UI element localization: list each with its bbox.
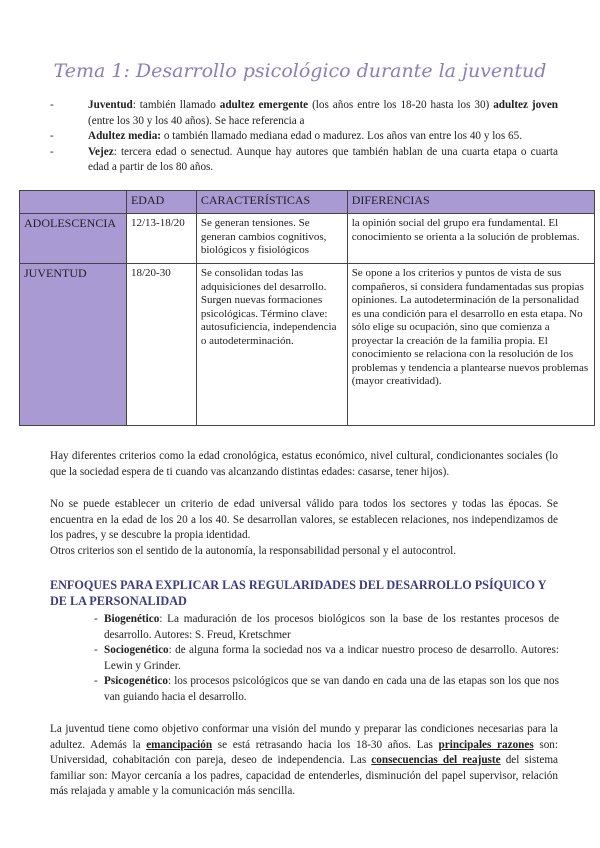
paragraph-criteria: Hay diferentes criterios como la edad cronológica, estatus económico, nivel cultural, condicionantes sociales (lo que la sociedad espera de ti cuando vas alcanzando distintas edades: casarse, tener hijos). [50, 450, 558, 478]
approach-psicogenetico: - Psicogenético: los procesos psicológicos que se van dando en cada una de las etapas son los que nos van guiando hacia el desarrollo. [94, 675, 559, 703]
list-item-juventud: - Juventud: también llamado adultez emergente (los años entre los 18-20 hasta los 30) adultez joven (entre los 30 y los 40 años). Se hace referencia a [50, 99, 559, 127]
paragraph-other-criteria: Otros criterios son el sentido de la autonomía, la responsabilidad personal y el autocontrol. [50, 545, 457, 557]
table-header: EDAD CARACTERÍSTICAS DIFERENCIAS [20, 191, 595, 214]
stages-list [50, 98, 558, 176]
paragraph-age: No se puede establecer un criterio de edad universal válido para todos los sectores y todas las épocas. Se encuentra en la edad de los 20 a los 40. Se desarrollan valores, se establecen relaciones, nos independizamos de los padres, y se descubre la propia identidad. [50, 498, 558, 541]
table-row: ADOLESCENCIA 12/13-18/20 Se generan tensiones. Se generan cambios cognitivos, biológicos y fisiológicos la opinión social del grupo era fundamental. El conocimiento se orienta a la solución de problemas. [20, 214, 595, 264]
approach-biogenetico: - Biogenético: La maduración de los procesos biológicos son la base de los restantes procesos de desarrollo. Autores: S. Freud, Kretschmer [94, 613, 559, 641]
list-item-adultez-media: - Adultez media: o también llamado mediana edad o madurez. Los años van entre los 40 y los 65. [50, 130, 523, 142]
table-row: JUVENTUD 18/20-30 Se consolidan todas las adquisiciones del desarrollo. Surgen nuevas formaciones psicológicas. Término clave: autosuficiencia, independencia o autodeterminación. Se opone a los criterios y puntos de vista de sus compañeros, si considera fundamentadas sus propias opiniones. La autodeterminación de la personalidad es una condición para el desarrollo en esta etapa. No sólo elige su ocupación, sino que comienza a proyectar la creación de la familia propia. El conocimiento se relaciona con la resolución de los problemas y tendencia a plantearse nuevos problemas (mayor creatividad). [20, 264, 595, 426]
page-title: Tema 1: Desarrollo psicológico durante la juventud [53, 60, 547, 82]
stages-table [19, 190, 595, 426]
list-item-vejez: - Vejez: tercera edad o senectud. Aunque hay autores que también hablan de una cuarta etapa o cuarta edad a partir de los 80 años. [50, 145, 558, 173]
paragraph-emancipation: La juventud tiene como objetivo conformar una visión del mundo y preparar las condiciones necesarias para la adultez. Además la emancipación se está retrasando hacia los 18-30 años. Las principales razones son: Universidad, cohabitación con pareja, deseo de independencia. Las consecuencias del reajuste del sistema familiar son: Mayor cercanía a los padres, capacidad de entenderles, disminución del papel supervisor, relación más relajada y amable y la comunicación más sencilla. [50, 723, 559, 797]
approach-sociogenetico: - Sociogenético: de alguna forma la sociedad nos va a indicar nuestro proceso de desarrollo. Autores: Lewin y Grinder. [94, 644, 559, 672]
section-heading: ENFOQUES PARA EXPLICAR LAS REGULARIDADES DEL DESARROLLO PSÍQUICO Y DE LA PERSONALIDAD [50, 578, 546, 608]
